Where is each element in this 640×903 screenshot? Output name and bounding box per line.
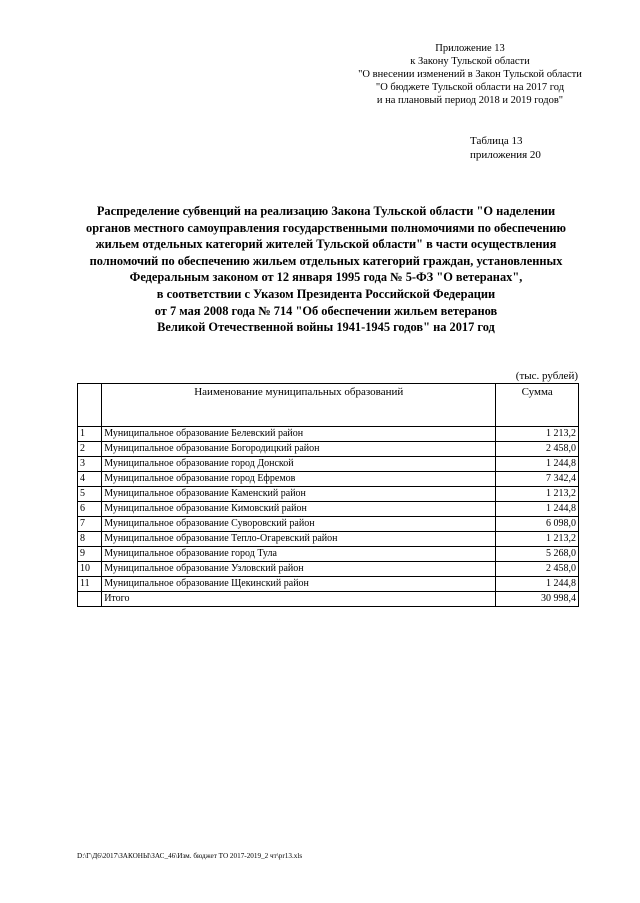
table-row [78, 502, 579, 517]
row-sum: 2 458,0 [496, 562, 579, 577]
row-name: Муниципальное образование Суворовский район [102, 517, 496, 532]
row-num: 3 [78, 457, 102, 472]
appendix-header [340, 42, 600, 107]
table-total-row [78, 592, 579, 607]
row-sum: 1 213,2 [496, 487, 579, 502]
document-title [70, 203, 582, 336]
total-sum: 30 998,4 [496, 592, 579, 607]
row-name: Муниципальное образование Щекинский район [102, 577, 496, 592]
document-title-line: от 7 мая 2008 года № 714 "Об обеспечении жильем ветеранов [154, 303, 498, 318]
row-num: 11 [78, 577, 102, 592]
table-row [78, 427, 579, 442]
appendix-header-line: "О бюджете Тульской области на 2017 год [375, 82, 565, 93]
row-sum: 1 213,2 [496, 532, 579, 547]
row-name: Муниципальное образование Белевский район [102, 427, 496, 442]
table-reference-line: приложения 20 [470, 149, 541, 161]
row-num: 6 [78, 502, 102, 517]
row-name: Муниципальное образование город Ефремов [102, 472, 496, 487]
row-num: 4 [78, 472, 102, 487]
document-title-line: Великой Отечественной войны 1941-1945 годов" на 2017 год [157, 320, 495, 335]
row-name: Муниципальное образование Кимовский район [102, 502, 496, 517]
header-name: Наименование муниципальных образований [102, 384, 496, 427]
table-header-row [78, 384, 579, 427]
row-name: Муниципальное образование Богородицкий район [102, 442, 496, 457]
row-sum: 2 458,0 [496, 442, 579, 457]
row-num: 9 [78, 547, 102, 562]
units-label: (тыс. рублей) [515, 370, 578, 382]
document-title-line: полномочий по обеспечению жильем отдельных категорий граждан, установленных [89, 253, 563, 268]
header-num [78, 384, 102, 427]
document-title-line: органов местного самоуправления государственными полномочиями по обеспечению [86, 220, 566, 235]
document-title-line: Федеральным законом от 12 января 1995 года № 5-ФЗ "О ветеранах", [129, 270, 523, 285]
row-num: 7 [78, 517, 102, 532]
row-name: Муниципальное образование Каменский район [102, 487, 496, 502]
table-reference-line: Таблица 13 [470, 135, 523, 147]
row-num: 2 [78, 442, 102, 457]
row-sum: 7 342,4 [496, 472, 579, 487]
row-name: Муниципальное образование город Тула [102, 547, 496, 562]
document-title-line: жильем отдельных категорий жителей Тульской области" в части осуществления [95, 237, 557, 252]
row-sum: 6 098,0 [496, 517, 579, 532]
header-sum: Сумма [496, 384, 579, 427]
table-row [78, 457, 579, 472]
file-path-footer: D:\Г\Д6\2017\ЗАКОНЫ\ЗАС_46\Изм. бюджет ТО 2017-2019_2 чт\pr13.xls [77, 852, 303, 860]
row-sum: 1 244,8 [496, 457, 579, 472]
row-sum: 1 213,2 [496, 427, 579, 442]
appendix-header-line: "О внесении изменений в Закон Тульской области [358, 69, 582, 80]
row-num: 1 [78, 427, 102, 442]
row-name: Муниципальное образование Тепло-Огаревский район [102, 532, 496, 547]
row-name: Муниципальное образование город Донской [102, 457, 496, 472]
row-name: Муниципальное образование Узловский район [102, 562, 496, 577]
document-title-line: Распределение субвенций на реализацию Закона Тульской области "О наделении [96, 204, 556, 218]
total-label: Итого [102, 592, 496, 607]
row-num: 5 [78, 487, 102, 502]
row-num: 10 [78, 562, 102, 577]
total-num [78, 592, 102, 607]
document-title-line: в соответствии с Указом Президента Российской Федерации [156, 286, 496, 301]
table-row [78, 487, 579, 502]
table-row [78, 517, 579, 532]
table-row [78, 472, 579, 487]
row-num: 8 [78, 532, 102, 547]
table-row [78, 577, 579, 592]
subsidy-table [77, 383, 579, 607]
appendix-header-line: к Закону Тульской области [410, 56, 530, 67]
row-sum: 5 268,0 [496, 547, 579, 562]
table-row [78, 532, 579, 547]
table-row [78, 562, 579, 577]
row-sum: 1 244,8 [496, 577, 579, 592]
appendix-header-line: Приложение 13 [435, 43, 505, 54]
appendix-header-line: и на плановый период 2018 и 2019 годов" [376, 95, 564, 106]
table-row [78, 442, 579, 457]
row-sum: 1 244,8 [496, 502, 579, 517]
table-body [78, 427, 579, 607]
table-reference [470, 134, 580, 162]
table-row [78, 547, 579, 562]
